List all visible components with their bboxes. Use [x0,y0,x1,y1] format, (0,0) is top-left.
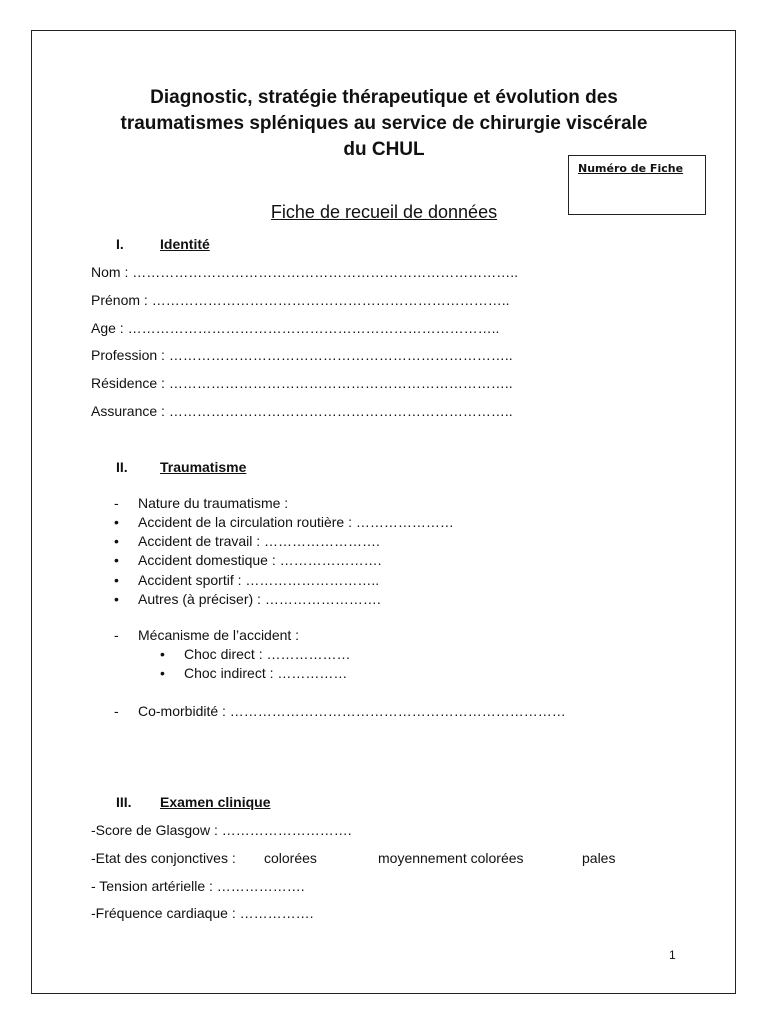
option-accident-circulation[interactable]: Accident de la circulation routière : ………………… [138,514,454,530]
field-profession[interactable]: Profession : ……………………………………………………………….. [91,347,513,363]
title-line-2: traumatismes spléniques au service de chirurgie viscérale [120,113,648,134]
conjonctives-label: -Etat des conjonctives : [91,850,236,866]
option-accident-domestique[interactable]: Accident domestique : …………………. [138,552,382,568]
field-prenom[interactable]: Prénom : ………………………………………………………………….. [91,292,510,308]
dash-marker: - [114,627,119,643]
field-age[interactable]: Age : …………………………………………………………………….. [91,320,500,336]
title-line-3: du CHUL [343,139,425,160]
option-choc-direct[interactable]: Choc direct : ……………… [184,646,351,662]
field-glasgow[interactable]: -Score de Glasgow : ………………………. [91,822,352,838]
field-nom[interactable]: Nom : ……………………………………………………………………….. [91,264,519,280]
bullet-icon: • [114,572,119,588]
option-autres[interactable]: Autres (à préciser) : ……………………. [138,591,381,607]
bullet-icon: • [160,665,165,681]
field-frequence-cardiaque[interactable]: -Fréquence cardiaque : ……………. [91,905,314,921]
option-conjonctives-colorees[interactable]: colorées [264,850,317,866]
title-line-1: Diagnostic, stratégie thérapeutique et évolution des [150,87,618,108]
bullet-icon: • [114,591,119,607]
section-2-number: II. [116,459,128,475]
field-comorbidite[interactable]: Co-morbidité : ……………………………………………………………… [138,703,566,719]
document-title [60,85,708,163]
option-conjonctives-pales[interactable]: pales [582,850,616,866]
mecanisme-label: Mécanisme de l’accident : [138,627,300,643]
bullet-icon: • [114,552,119,568]
nature-traumatisme-label: Nature du traumatisme : [138,495,289,511]
option-choc-indirect[interactable]: Choc indirect : …………… [184,665,348,681]
bullet-icon: • [160,646,165,662]
option-conjonctives-moyennement-colorees[interactable]: moyennement colorées [378,850,524,866]
form-subtitle: Fiche de recueil de données [270,202,498,222]
option-accident-sportif[interactable]: Accident sportif : ……………………….. [138,572,380,588]
dash-marker: - [114,495,119,511]
page-number: 1 [669,948,676,962]
section-2-title: Traumatisme [160,459,247,475]
fiche-number-label: Numéro de Fiche [578,162,684,175]
section-1-number: I. [116,236,124,252]
option-accident-travail[interactable]: Accident de travail : ……………………. [138,533,380,549]
field-tension-arterielle[interactable]: - Tension artérielle : ………………. [91,878,305,894]
fiche-number-box[interactable] [568,155,706,215]
dash-marker: - [114,703,119,719]
section-3-number: III. [116,794,132,810]
bullet-icon: • [114,514,119,530]
section-3-title: Examen clinique [160,794,271,810]
field-assurance[interactable]: Assurance : ……………………………………………………………….. [91,403,513,419]
section-1-title: Identité [160,236,210,252]
field-residence[interactable]: Résidence : ……………………………………………………………….. [91,375,513,391]
bullet-icon: • [114,533,119,549]
